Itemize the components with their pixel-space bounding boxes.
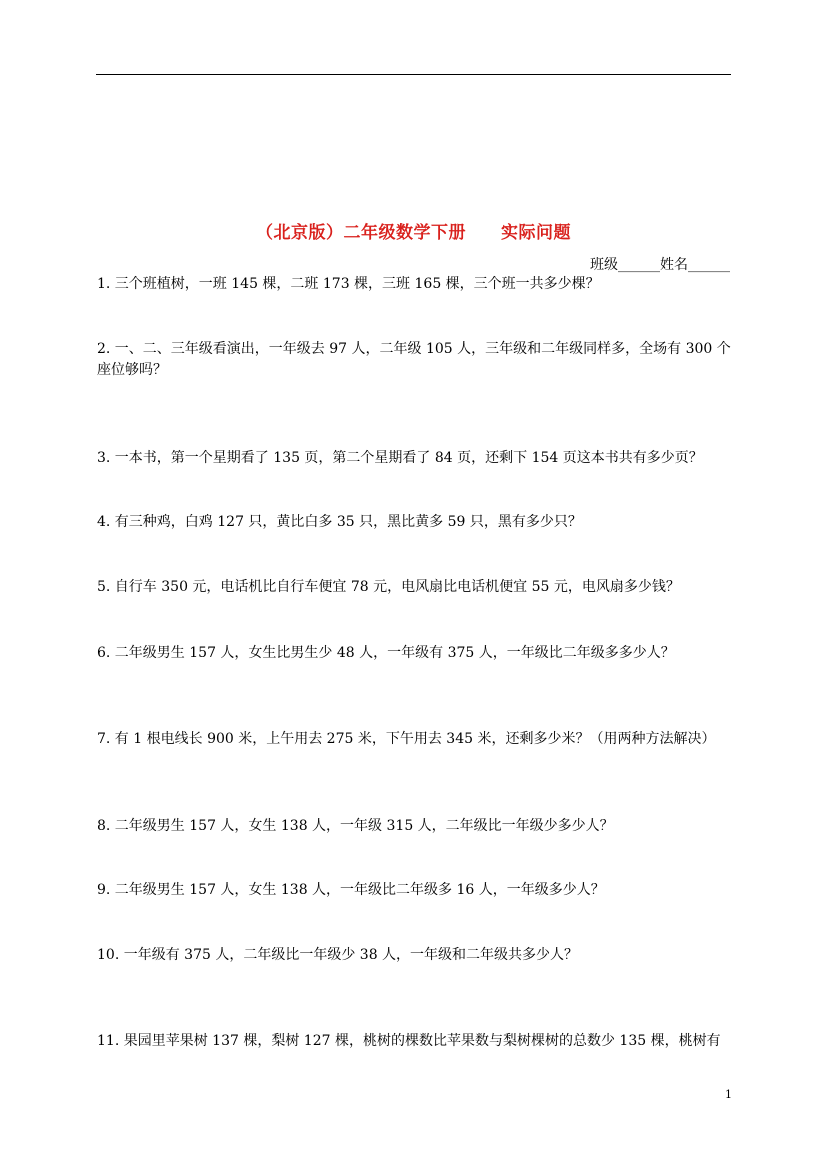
- page-number: 1: [725, 1088, 732, 1101]
- question-5: 5. 自行车 350 元，电话机比自行车便宜 78 元，电风扇比电话机便宜 55 元，电风扇多少钱？: [97, 579, 680, 595]
- header-rule: [96, 74, 731, 75]
- question-11: 11. 果园里苹果树 137 棵，梨树 127 棵，桃树的棵数比苹果数与梨树棵树的总数少 135 棵，桃树有: [97, 1033, 721, 1049]
- class-name-line: 班级______姓名______: [590, 257, 730, 273]
- question-3: 3. 一本书，第一个星期看了 135 页，第二个星期看了 84 页，还剩下 154 页这本书共有多少页？: [97, 450, 703, 466]
- question-4: 4. 有三种鸡，白鸡 127 只，黄比白多 35 只，黑比黄多 59 只，黑有多少只？: [97, 514, 582, 530]
- question-8: 8. 二年级男生 157 人，女生 138 人，一年级 315 人，二年级比一年级少多少人？: [97, 818, 614, 834]
- question-6: 6. 二年级男生 157 人，女生比男生少 48 人，一年级有 375 人，一年级比二年级多多少人？: [97, 645, 675, 661]
- question-10: 10. 一年级有 375 人，二年级比一年级少 38 人，一年级和二年级共多少人？: [97, 947, 579, 963]
- question-9: 9. 二年级男生 157 人，女生 138 人，一年级比二年级多 16 人，一年级多少人？: [97, 882, 605, 898]
- question-1: 1. 三个班植树，一班 145 棵，二班 173 棵，三班 165 棵，三个班一共多少棵？: [97, 276, 600, 292]
- page-title: （北京版）二年级数学下册 实际问题: [256, 223, 571, 243]
- question-2: 2. 一、二、三年级看演出，一年级去 97 人，二年级 105 人，三年级和二年级同样多，全场有 300 个座位够吗？: [97, 341, 731, 378]
- question-7: 7. 有 1 根电线长 900 米，上午用去 275 米，下午用去 345 米，还剩多少米？（用两种方法解决）: [97, 731, 716, 747]
